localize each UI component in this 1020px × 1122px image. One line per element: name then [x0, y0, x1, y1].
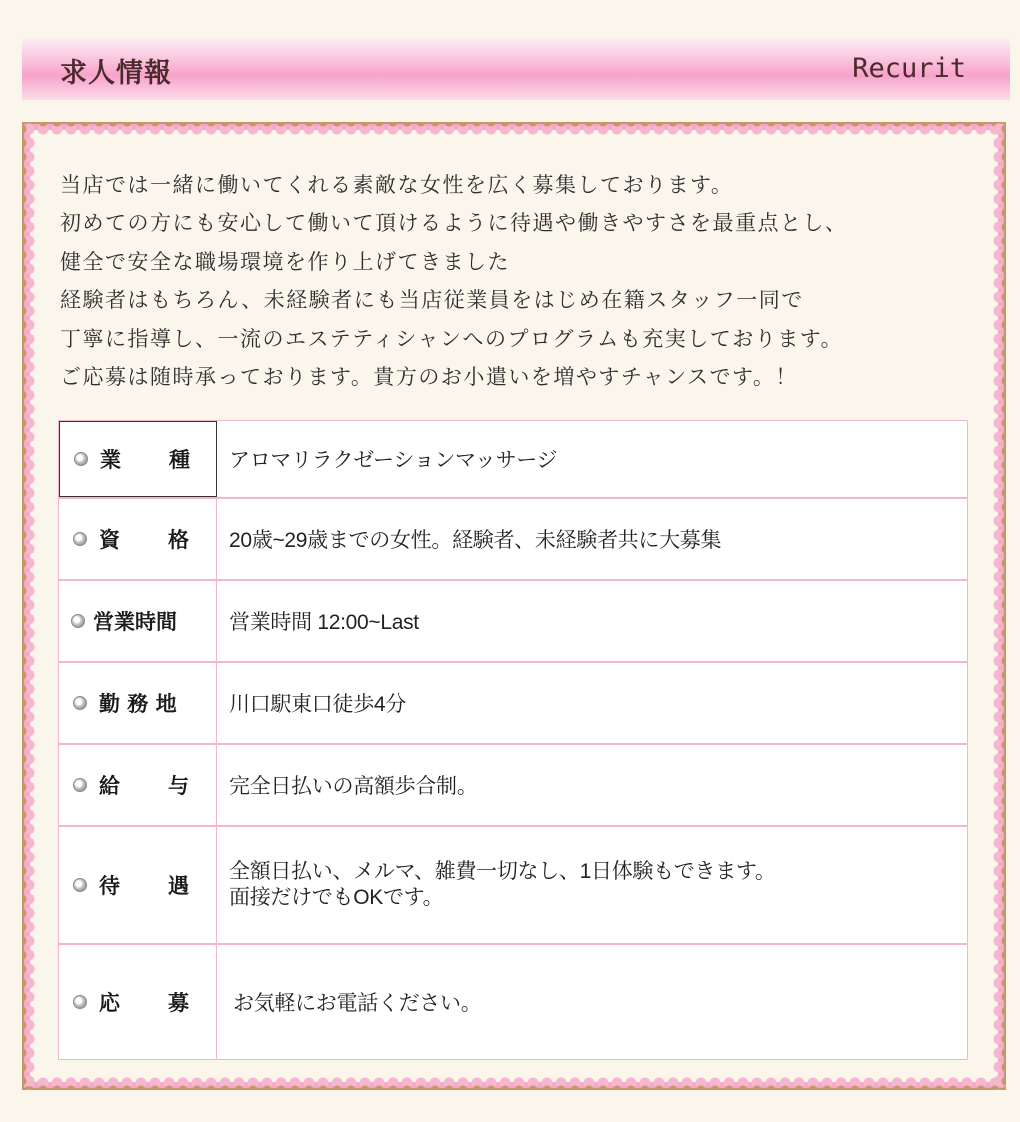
lace-border-right [992, 122, 1006, 1090]
value-line: 面接だけでもOKです。 [229, 886, 444, 909]
table-row-apply [59, 945, 967, 1059]
label-char: 格 [168, 527, 189, 552]
row-label [59, 827, 217, 943]
label-char: 資 [99, 527, 120, 552]
table-row-qualification [59, 499, 967, 581]
table-row-salary [59, 745, 967, 827]
row-value: 20歳~29歳までの女性。経験者、未経験者共に大募集 [229, 529, 722, 552]
bullet-icon [73, 878, 87, 892]
bullet-icon [73, 532, 87, 546]
row-value: アロマリラクゼーションマッサージ [229, 449, 558, 472]
intro-line: ご応募は随時承っております。貴方のお小遣いを増やすチャンスです。！ [60, 365, 798, 390]
intro-text [60, 166, 940, 396]
bullet-icon [74, 452, 88, 466]
intro-line: 経験者はもちろん、未経験者にも当店従業員をはじめ在籍スタッフ一同で [60, 288, 804, 313]
row-label [59, 745, 217, 825]
label-char: 募 [168, 990, 189, 1015]
row-label [59, 499, 217, 579]
section-header [22, 38, 1010, 100]
intro-line: 当店では一緒に働いてくれる素敵な女性を広く募集しております。 [60, 173, 734, 197]
table-row-industry [59, 421, 967, 499]
row-label [59, 421, 217, 497]
label-char: 応 [99, 990, 120, 1015]
page-title: 求人情報 [60, 58, 172, 89]
table-row-benefits [59, 827, 967, 945]
label-text: 勤 務 地 [99, 691, 177, 716]
intro-line: 健全で安全な職場環境を作り上げてきました [60, 249, 510, 274]
row-value: 完全日払いの高額歩合制。 [229, 775, 478, 798]
bullet-icon [73, 696, 87, 710]
lace-border-bottom [22, 1076, 1006, 1090]
row-value [217, 827, 967, 943]
intro-line: 丁寧に指導し、一流のエステティシャンへのプログラムも充実しております。 [60, 326, 844, 351]
bullet-icon [73, 778, 87, 792]
row-label [59, 581, 217, 661]
page-title-en: Recurit [852, 53, 966, 84]
row-value: 営業時間 12:00~Last [229, 611, 419, 634]
label-char: 業 [100, 447, 121, 472]
intro-line: 初めての方にも安心して働いて頂けるように待遇や働きやすさを最重点とし、 [60, 211, 848, 236]
label-char: 待 [99, 873, 120, 898]
table-row-location [59, 663, 967, 745]
label-char: 与 [168, 773, 189, 798]
bullet-icon [73, 995, 87, 1009]
recruit-table [58, 420, 968, 1060]
label-char: 遇 [168, 873, 189, 898]
row-value: 川口駅東口徒歩4分 [229, 693, 406, 716]
row-label [59, 945, 217, 1059]
label-char: 給 [99, 773, 120, 798]
lace-border-top [22, 122, 1006, 136]
value-line: 全額日払い、メルマ、雑費一切なし、1日体験もできます。 [229, 860, 776, 883]
label-text: 営業時間 [93, 609, 177, 634]
label-char: 種 [169, 447, 190, 472]
row-label [59, 663, 217, 743]
table-row-hours [59, 581, 967, 663]
bullet-icon [71, 614, 85, 628]
row-value: お気軽にお電話ください。 [233, 992, 482, 1015]
lace-border-left [22, 122, 36, 1090]
